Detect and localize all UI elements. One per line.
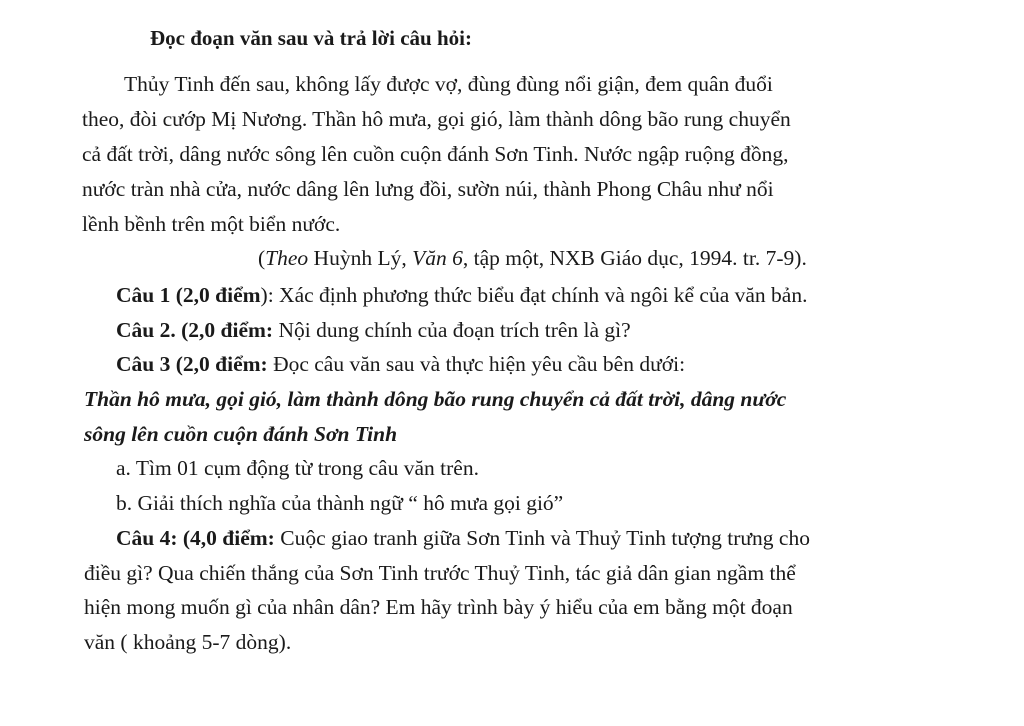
passage-line-2: theo, đòi cướp Mị Nương. Thần hô mưa, gọi gió, làm thành dông bão rung chuyển <box>82 107 791 131</box>
question-3a: a. Tìm 01 cụm động từ trong câu văn trên. <box>116 456 479 480</box>
question-4-line-3: hiện mong muốn gì của nhân dân? Em hãy trình bày ý hiểu của em bằng một đoạn <box>84 595 793 619</box>
question-1-text: ): Xác định phương thức biểu đạt chính và ngôi kể của văn bản. <box>260 283 808 307</box>
question-2 <box>116 320 631 342</box>
passage-line-5: lềnh bềnh trên một biển nước. <box>82 212 341 236</box>
question-3b: b. Giải thích nghĩa của thành ngữ “ hô mưa gọi gió” <box>116 491 564 515</box>
source-rest: , tập một, NXB Giáo dục, 1994. tr. 7-9). <box>462 246 807 270</box>
question-4-line-2: điều gì? Qua chiến thắng của Sơn Tinh trước Thuỷ Tinh, tác giả dân gian ngầm thể <box>84 561 796 585</box>
source-open-paren: ( <box>258 246 266 270</box>
passage-line-4: nước tràn nhà cửa, nước dâng lên lưng đồi, sườn núi, thành Phong Châu như nổi <box>82 177 774 201</box>
source-citation <box>258 248 807 270</box>
quote-line-1: Thần hô mưa, gọi gió, làm thành dông bão rung chuyển cả đất trời, dâng nước <box>84 387 787 411</box>
question-4 <box>116 528 810 550</box>
question-2-label: Câu 2. (2,0 điểm: <box>116 318 274 342</box>
passage-line-1: Thủy Tinh đến sau, không lấy được vợ, đùng đùng nổi giận, đem quân đuổi <box>124 72 773 96</box>
question-3 <box>116 354 685 376</box>
source-author: Huỳnh Lý, <box>308 246 413 270</box>
document-heading: Đọc đoạn văn sau và trả lời câu hỏi: <box>150 26 472 50</box>
question-1 <box>116 285 807 307</box>
question-4-line-4: văn ( khoảng 5-7 dòng). <box>84 630 292 654</box>
question-2-text: Nội dung chính của đoạn trích trên là gì? <box>273 318 631 342</box>
passage-line-3: cả đất trời, dâng nước sông lên cuồn cuộn đánh Sơn Tinh. Nước ngập ruộng đồng, <box>82 142 789 166</box>
question-4-text-1: Cuộc giao tranh giữa Sơn Tinh và Thuỷ Tinh tượng trưng cho <box>274 526 810 550</box>
question-1-label: Câu 1 (2,0 điểm <box>116 283 261 307</box>
source-theo: Theo <box>265 246 309 270</box>
source-book: Văn 6 <box>412 246 463 270</box>
question-3-label: Câu 3 (2,0 điểm: <box>116 352 268 376</box>
question-4-label: Câu 4: (4,0 điểm: <box>116 526 275 550</box>
quote-line-2: sông lên cuồn cuộn đánh Sơn Tinh <box>84 422 398 446</box>
question-3-text: Đọc câu văn sau và thực hiện yêu cầu bên dưới: <box>267 352 686 376</box>
